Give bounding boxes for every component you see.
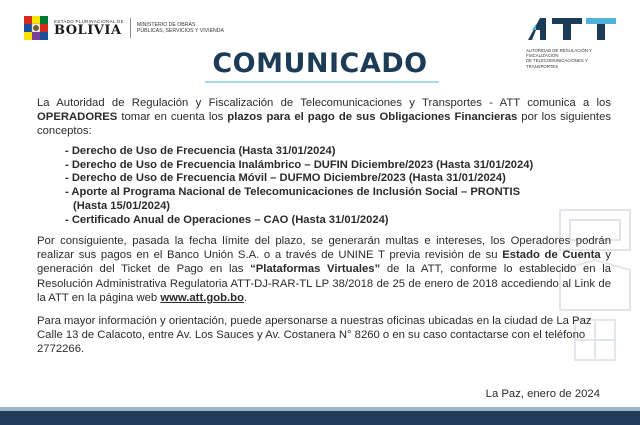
payment-paragraph [37,234,611,305]
footer-bar [0,407,640,425]
bolivia-logo [22,14,232,42]
payment-text-4: . [243,291,248,304]
payment-bold-2: “Plataformas Virtuales” [250,263,381,276]
list-item [65,172,611,186]
payment-text-1: Por consiguiente, pasada la fecha límite del plazo, se generarán multas e intereses, los Operadores podrán realizar sus pagos en el Banco Unión S.A. o a través de UNINE T previa revisión de su [37,235,611,262]
att-subtitle-line-1: AUTORIDAD DE REGULACIÓN Y FISCALIZACIÓN [526,48,592,59]
coat-of-arms-icon [22,14,50,42]
att-logo-mark [526,16,618,42]
payment-text-3: de la ATT, conforme lo establecido en la Resolución Administrativa Regulatoria ATT-DJ-RAR-TL LP 38/2018 de 25 de enero de 2018 accediendo al Link de la ATT en la página web [37,263,612,304]
page-title: COMUNICADO [212,48,428,79]
list-item-text: - Certificado Anual de Operaciones – CAO (Hasta 31/01/2024) [65,214,389,227]
list-item-subtext: (Hasta 15/01/2024) [73,200,171,213]
att-subtitle-line-2: DE TELECOMUNICACIONES Y TRANSPORTES [526,58,588,69]
ministry-name [137,22,232,35]
title-underline [205,81,439,83]
communique-body [37,96,611,357]
intro-text-2: tomar en cuenta los [117,111,228,124]
website-link[interactable]: www.att.gob.bo [160,291,244,304]
list-item-text: - Derecho de Uso de Frecuencia Inalámbrico – DUFIN Diciembre/2023 (Hasta 31/01/2024) [65,158,534,171]
intro-text-3: por los siguientes conceptos: [37,111,611,138]
bolivia-wordmark [54,19,124,37]
list-item [65,159,611,173]
intro-bold-2: plazos para el pago de sus Obligaciones Financieras [227,111,518,124]
title-container [0,48,640,79]
list-item [65,145,611,159]
list-item [65,186,611,214]
contact-paragraph: Para mayor información y orientación, puede apersonarse a nuestras oficinas ubicadas en la ciudad de La Paz Calle 13 de Calacoto, entre Av. Los Sauces y Av. Costanera N° 8260 o en su caso contactarse con el teléfono 2772266. [37,315,592,356]
bolivia-small-text: ESTADO PLURINACIONAL DE [54,19,124,24]
bolivia-big-text: BOLIVIA [54,23,122,38]
footer-stripe [0,407,640,411]
list-item-text: - Derecho de Uso de Frecuencia (Hasta 31/01/2024) [65,144,336,157]
list-item-text: - Derecho de Uso de Frecuencia Móvil – DUFMO Diciembre/2023 (Hasta 31/01/2024) [65,172,506,185]
intro-text-1: La Autoridad de Regulación y Fiscalización de Telecomunicaciones y Transportes - ATT comunica a los [37,97,611,109]
list-item [65,214,611,228]
list-item-text: - Aporte al Programa Nacional de Telecomunicaciones de Inclusión Social – PRONTIS [65,186,521,199]
date-line: La Paz, enero de 2024 [485,388,600,400]
intro-bold-1: OPERADORES [37,111,118,124]
ministry-line-2: PÚBLICAS, SERVICIOS Y VIVIENDA [136,28,224,34]
payment-text-2: y generación del Ticket de Pago en las [37,249,611,276]
logo-divider [130,18,131,38]
payment-bold-1: Estado de Cuenta [502,249,601,262]
intro-paragraph [37,96,611,139]
obligations-list [37,145,611,228]
ministry-line-1: MINISTERIO DE OBRAS [136,21,196,28]
